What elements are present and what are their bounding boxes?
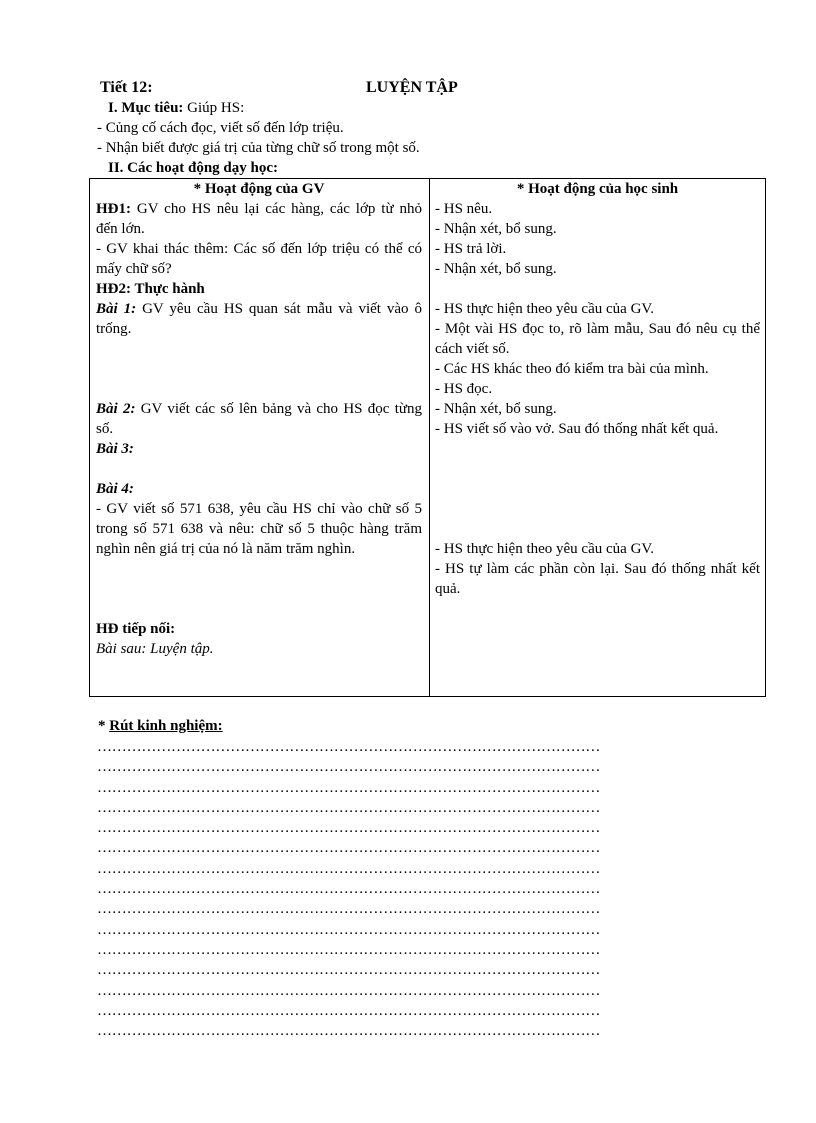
student-activity: - HS tự làm các phần còn lại. Sau đó thống nhất kết quả. [435, 561, 760, 597]
experience-prefix: * [98, 718, 110, 734]
objectives-line [108, 98, 244, 118]
dotted-line: ………………………………………………………………………………………… [97, 820, 601, 837]
bai2-paragraph [96, 399, 422, 439]
student-activity: - Nhận xét, bổ sung. [435, 401, 557, 417]
experience-heading: Rút kinh nghiệm: [109, 718, 223, 734]
objective-item: - Nhận biết được giá trị của từng chữ số trong một số. [97, 140, 420, 156]
dotted-line: ………………………………………………………………………………………… [97, 921, 601, 938]
student-column [435, 179, 760, 599]
spacer [435, 279, 760, 299]
student-activity: - HS viết số vào vở. Sau đó thống nhất kết quả. [435, 421, 719, 437]
experience-lines [97, 737, 747, 1041]
objectives-intro: Giúp HS: [183, 100, 245, 116]
dotted-line: ………………………………………………………………………………………… [97, 759, 601, 776]
dotted-line: ………………………………………………………………………………………… [97, 840, 601, 857]
teacher-column-header: * Hoạt động của GV [193, 181, 325, 197]
dotted-line: ………………………………………………………………………………………… [97, 962, 601, 979]
objectives-heading: I. Mục tiêu: [108, 100, 184, 116]
hd1-extra: - GV khai thác thêm: Các số đến lớp triệu có thể có mấy chữ số? [96, 241, 422, 277]
spacer [96, 559, 422, 619]
hd1-label: HĐ1: [96, 201, 131, 217]
activities-heading: II. Các hoạt động dạy học: [108, 160, 279, 176]
student-activity: - HS thực hiện theo yêu cầu của GV. [435, 541, 655, 557]
dotted-line: ………………………………………………………………………………………… [97, 881, 601, 898]
student-activity: - Một vài HS đọc to, rõ làm mẫu, Sau đó nêu cụ thể cách viết số. [435, 321, 760, 357]
bai4-text: - GV viết số 571 638, yêu cầu HS chỉ vào chữ số 5 trong số 571 638 và nêu: chữ số 5 thuộc hàng trăm nghìn nên giá trị của nó là năm trăm nghìn. [96, 501, 422, 557]
teacher-column [96, 179, 422, 659]
objective-item: - Củng cố cách đọc, viết số đến lớp triệu. [97, 120, 344, 136]
dotted-line: ………………………………………………………………………………………… [97, 1002, 601, 1019]
hd1-paragraph [96, 199, 422, 239]
dotted-line: ………………………………………………………………………………………… [97, 779, 601, 796]
dotted-line: ………………………………………………………………………………………… [97, 739, 601, 755]
student-activity: - HS đọc. [435, 381, 493, 397]
next-activity-text: Bài sau: Luyện tập. [96, 641, 214, 657]
activities-table [89, 178, 766, 697]
student-column-header: * Hoạt động của học sinh [516, 181, 679, 197]
bai1-paragraph [96, 299, 422, 339]
dotted-line: ………………………………………………………………………………………… [97, 941, 601, 958]
hd2-label: HĐ2: Thực hành [96, 281, 205, 297]
column-divider [429, 179, 430, 696]
student-activity: - Các HS khác theo đó kiểm tra bài của mình. [435, 361, 709, 377]
page-title: LUYỆN TẬP [366, 79, 458, 96]
bai3-label: Bài 3: [96, 441, 134, 457]
dotted-line: ………………………………………………………………………………………… [97, 799, 601, 816]
bai4-label: Bài 4: [96, 481, 134, 497]
spacer [96, 339, 422, 399]
dotted-line: ………………………………………………………………………………………… [97, 901, 601, 918]
experience-heading-line [98, 716, 223, 736]
student-activity: - HS nêu. [435, 201, 493, 217]
student-activity: - Nhận xét, bổ sung. [435, 261, 557, 277]
dotted-line: ………………………………………………………………………………………… [97, 1023, 601, 1040]
lesson-number: Tiết 12: [100, 79, 153, 96]
bai2-text: GV viết các số lên bảng và cho HS đọc từng số. [96, 401, 422, 437]
next-activity-label: HĐ tiếp nối: [96, 621, 176, 637]
hd1-text: GV cho HS nêu lại các hàng, các lớp từ nhỏ đến lớn. [96, 201, 422, 237]
spacer [96, 459, 422, 479]
spacer [435, 439, 760, 539]
student-activity: - HS thực hiện theo yêu cầu của GV. [435, 301, 655, 317]
bai1-text: GV yêu cầu HS quan sát mẫu và viết vào ô trống. [96, 301, 423, 337]
student-activity: - HS trả lời. [435, 241, 507, 257]
bai1-label: Bài 1: [96, 301, 137, 317]
bai2-label: Bài 2: [96, 401, 136, 417]
dotted-line: ………………………………………………………………………………………… [97, 982, 601, 999]
dotted-line: ………………………………………………………………………………………… [97, 860, 601, 877]
student-activity: - Nhận xét, bổ sung. [435, 221, 557, 237]
